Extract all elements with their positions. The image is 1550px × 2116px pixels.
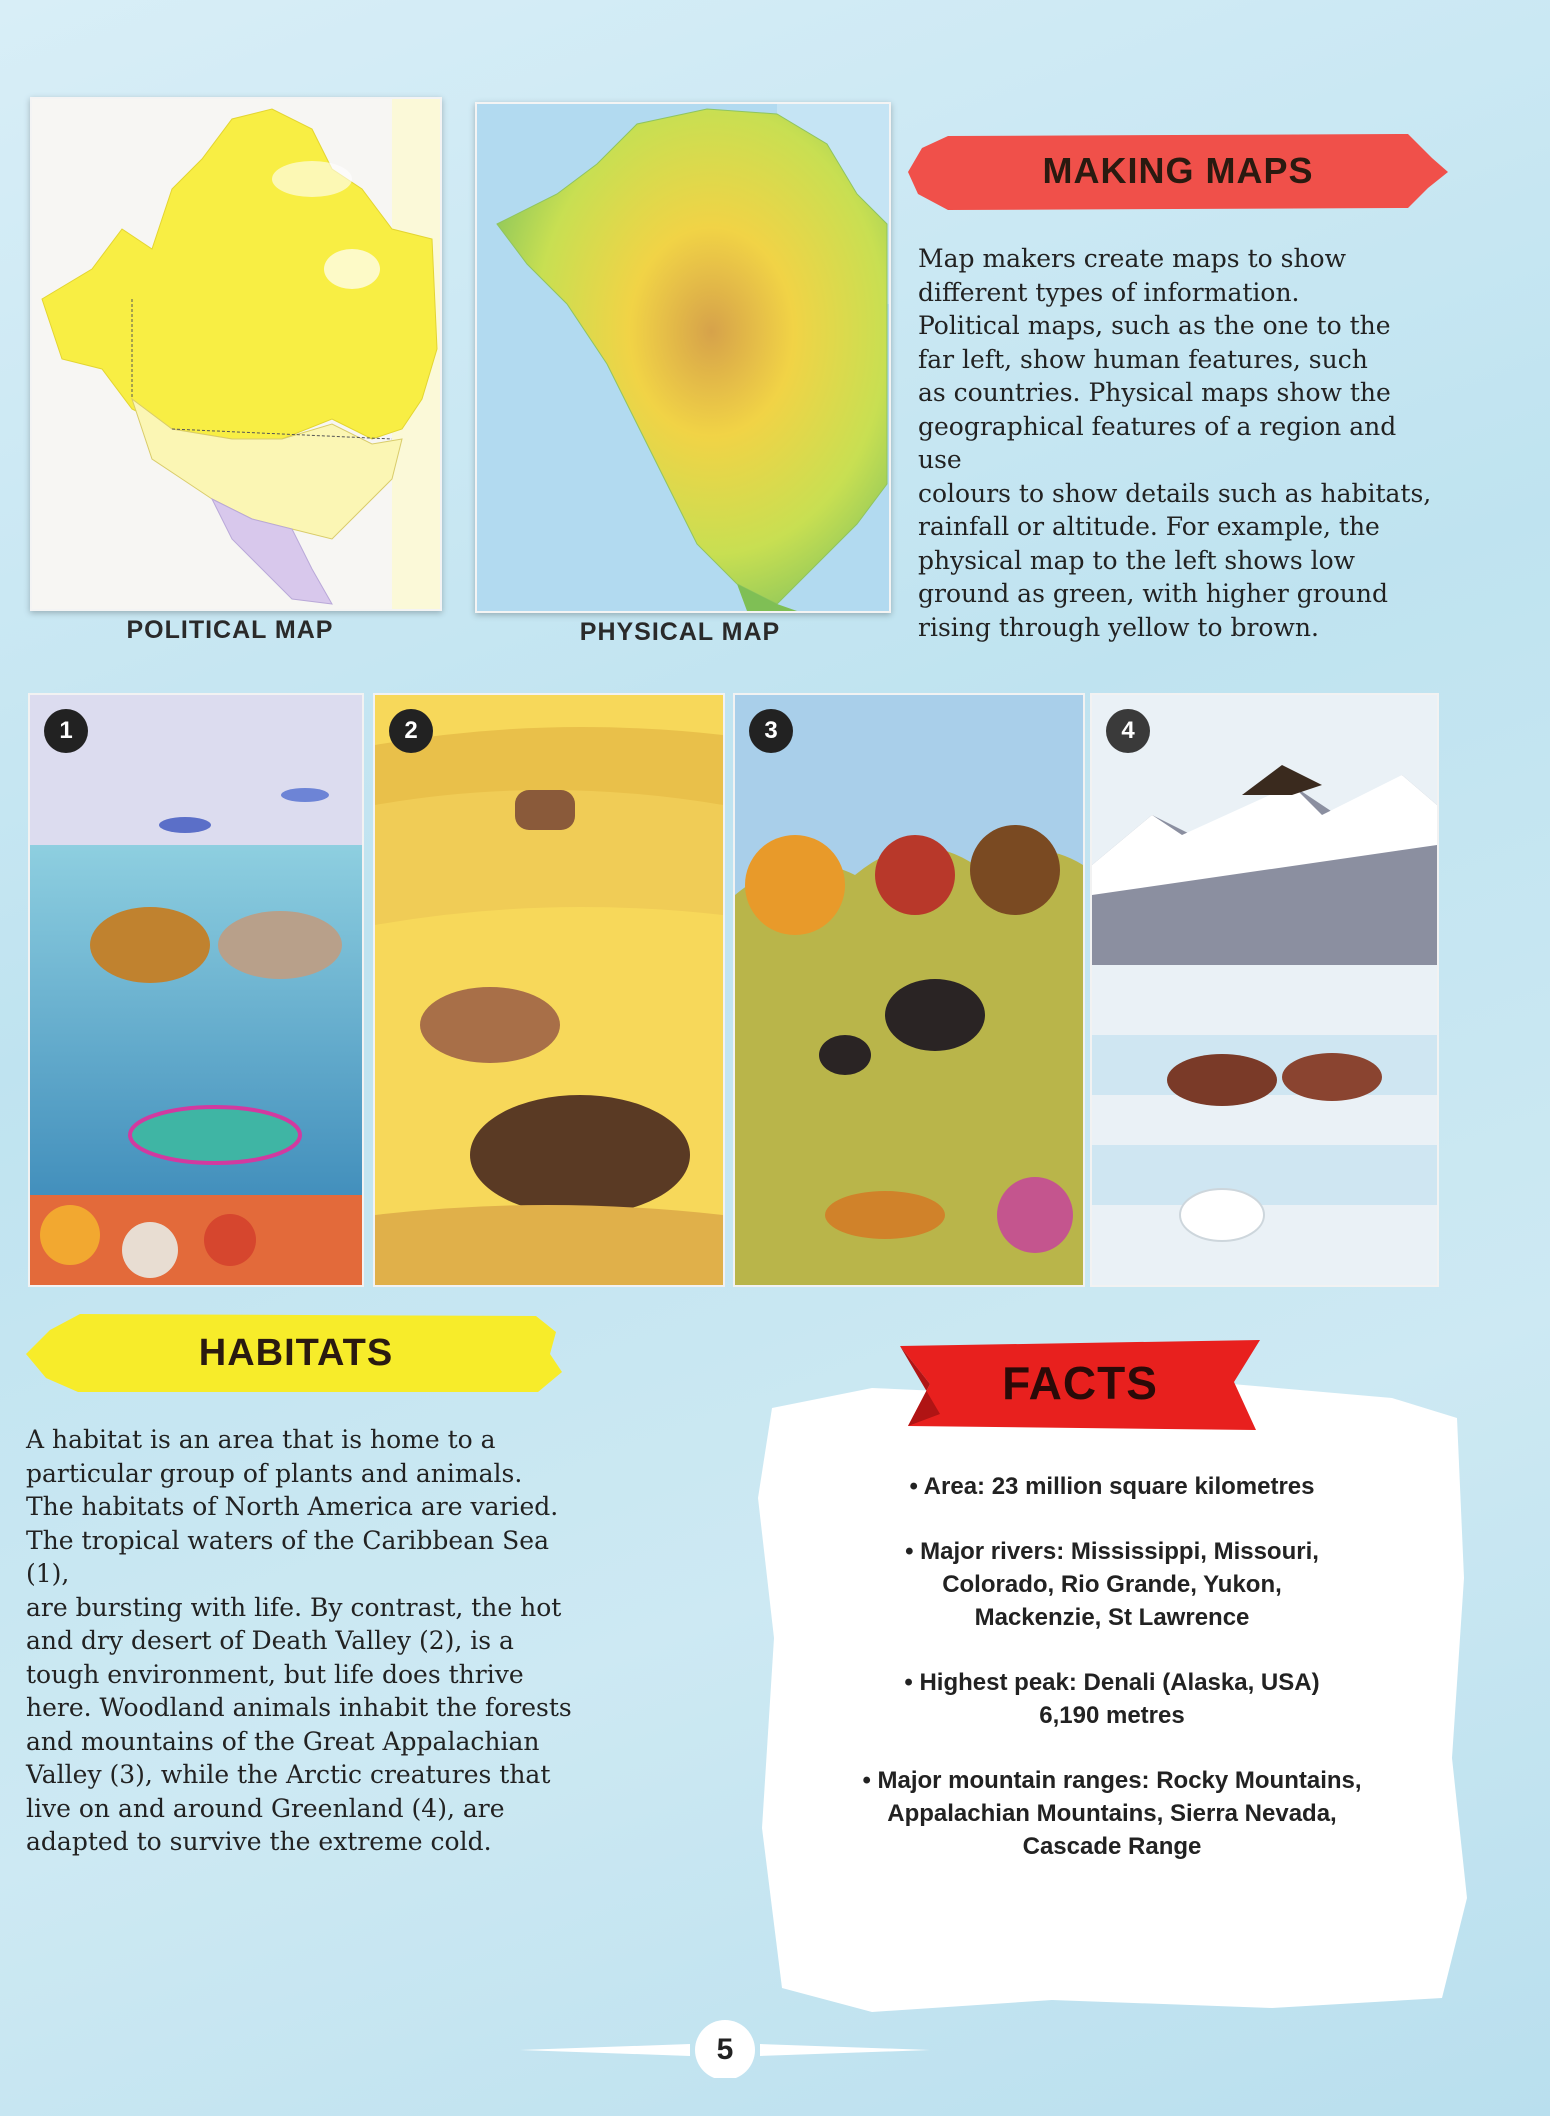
panel-number-1: 1 — [44, 709, 88, 753]
physical-map-graphic — [477, 104, 889, 611]
political-map-graphic — [32, 99, 440, 609]
habitat-panel-greenland — [1090, 693, 1439, 1287]
fact-area — [772, 1470, 1452, 1503]
habitat-panel-caribbean — [28, 693, 364, 1287]
facts-heading: FACTS — [1002, 1357, 1158, 1409]
making-maps-line: rising through yellow to brown. — [918, 612, 1319, 642]
political-map — [30, 97, 442, 611]
habitats-line: adapted to survive the extreme cold. — [26, 1827, 492, 1856]
habitats-line: The tropical waters of the Caribbean Sea (1), — [26, 1525, 549, 1588]
habitat-panel-death-valley — [373, 693, 725, 1287]
making-maps-line: Political maps, such as the one to the — [918, 311, 1391, 340]
physical-map — [475, 102, 891, 613]
fact-rivers — [772, 1535, 1452, 1634]
making-maps-line: Map makers create maps to show — [918, 244, 1346, 273]
page-number-ornament — [520, 2018, 930, 2078]
panel-number-2: 2 — [389, 709, 433, 753]
making-maps-line: different types of information. — [918, 277, 1300, 307]
making-maps-line: as countries. Physical maps show the — [918, 378, 1391, 407]
making-maps-banner — [908, 128, 1448, 214]
habitat-panel-appalachian — [733, 693, 1085, 1287]
habitats-line: are bursting with life. By contrast, the hot — [26, 1592, 562, 1622]
physical-map-caption: PHYSICAL MAP — [579, 618, 781, 646]
habitats-heading: HABITATS — [198, 1331, 394, 1374]
habitats-line: The habitats of North America are varied. — [26, 1492, 559, 1521]
fact-rivers-line: • Major rivers: Mississippi, Missouri, — [905, 1538, 1319, 1565]
panel-number-4: 4 — [1106, 709, 1150, 753]
caribbean-illustration — [30, 695, 362, 1285]
habitats-line: here. Woodland animals inhabit the forests — [26, 1693, 572, 1722]
making-maps-line: far left, show human features, such — [918, 344, 1368, 374]
death-valley-illustration — [375, 695, 723, 1285]
fact-ranges-line: Appalachian Mountains, Sierra Nevada, — [887, 1800, 1337, 1827]
political-map-caption: POLITICAL MAP — [126, 616, 334, 644]
fact-peak — [772, 1666, 1452, 1732]
appalachian-illustration — [735, 695, 1083, 1285]
fact-area-line: • Area: 23 million square kilometres — [909, 1473, 1315, 1500]
making-maps-text — [918, 242, 1438, 644]
habitats-line: and mountains of the Great Appalachian — [26, 1726, 540, 1756]
making-maps-line: physical map to the left shows low — [918, 545, 1356, 575]
habitats-banner — [26, 1308, 566, 1398]
fact-ranges-line: • Major mountain ranges: Rocky Mountains, — [862, 1767, 1362, 1794]
habitats-line: tough environment, but life does thrive — [26, 1659, 524, 1689]
facts-banner — [900, 1330, 1260, 1436]
habitats-line: and dry desert of Death Valley (2), is a — [26, 1626, 514, 1655]
fact-rivers-line: Mackenzie, St Lawrence — [974, 1604, 1250, 1631]
fact-peak-line: 6,190 metres — [1039, 1702, 1185, 1729]
facts-box — [752, 1378, 1472, 2018]
habitats-line: live on and around Greenland (4), are — [26, 1793, 505, 1823]
fact-rivers-line: Colorado, Rio Grande, Yukon, — [942, 1571, 1282, 1598]
fact-ranges — [772, 1764, 1452, 1863]
making-maps-line: ground as green, with higher ground — [918, 579, 1388, 608]
habitats-line: A habitat is an area that is home to a — [26, 1425, 496, 1454]
making-maps-line: rainfall or altitude. For example, the — [918, 512, 1380, 541]
making-maps-line: colours to show details such as habitats, — [918, 478, 1432, 508]
fact-peak-line: • Highest peak: Denali (Alaska, USA) — [904, 1669, 1320, 1696]
making-maps-heading: MAKING MAPS — [1042, 150, 1314, 191]
panel-number-3: 3 — [749, 709, 793, 753]
facts-list — [772, 1470, 1452, 1895]
habitats-line: Valley (3), while the Arctic creatures that — [26, 1760, 551, 1789]
habitats-line: particular group of plants and animals. — [26, 1458, 523, 1488]
making-maps-line: geographical features of a region and use — [918, 411, 1397, 474]
page-number: 5 — [716, 2033, 734, 2066]
greenland-illustration — [1092, 695, 1437, 1285]
habitats-text — [26, 1423, 586, 1859]
fact-ranges-line: Cascade Range — [1022, 1833, 1202, 1860]
